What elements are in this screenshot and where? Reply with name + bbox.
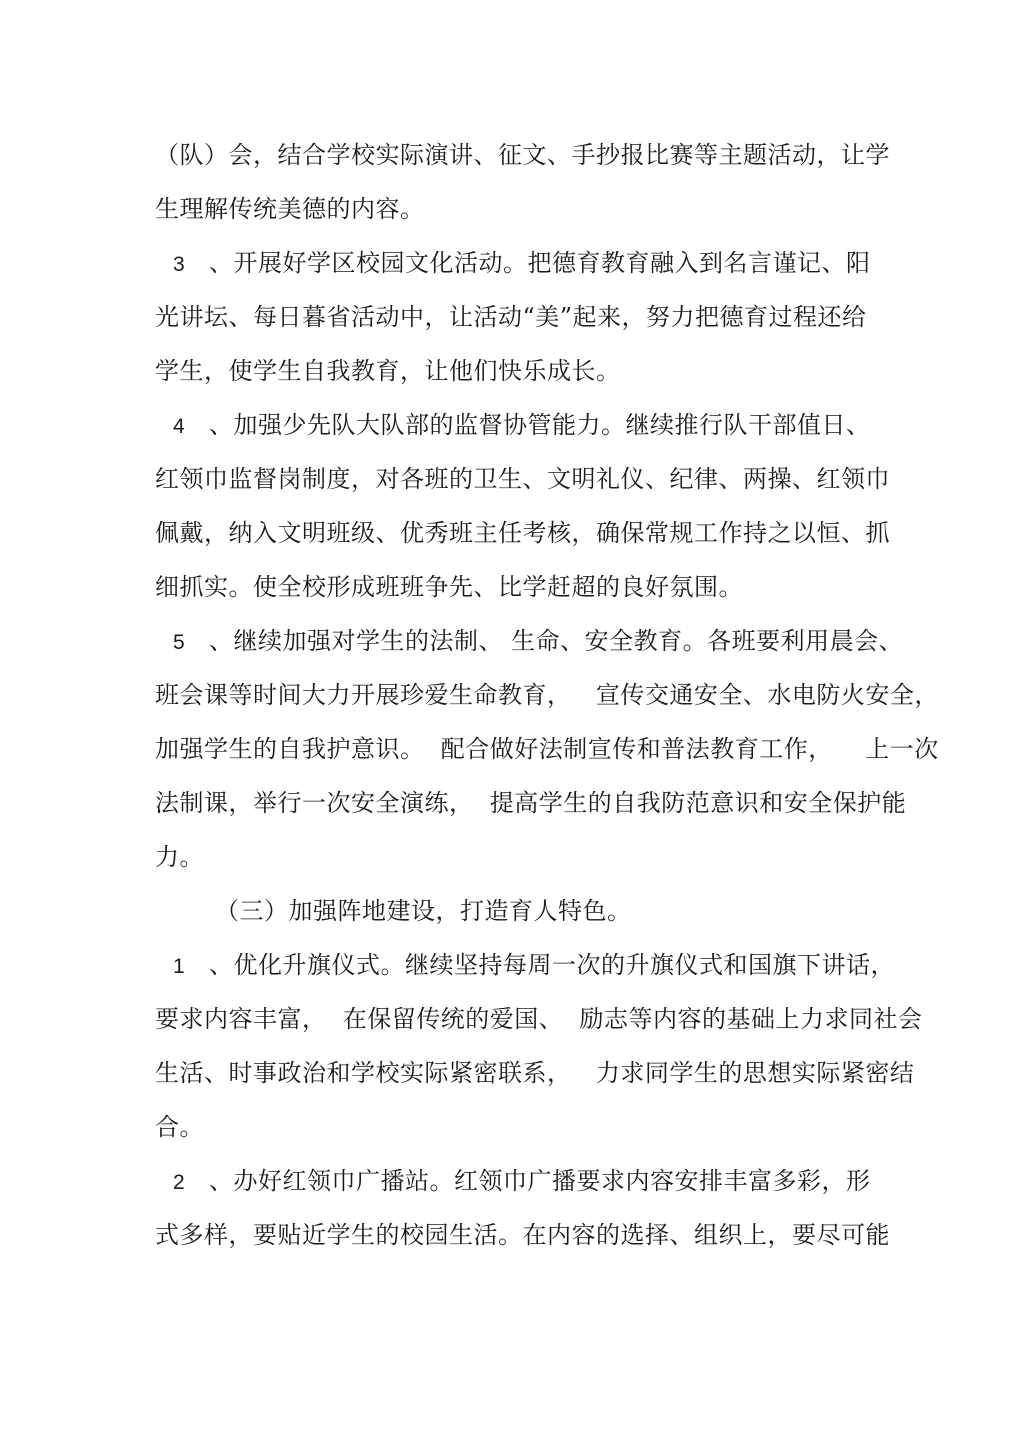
text-line: 式多样，要贴近学生的校园生活。在内容的选择、组织上，要尽可能 [155,1221,890,1249]
text-line: 细抓实。使全校形成班班争先、比学赶超的良好氛围。 [155,573,743,601]
text-line: 光讲坛、每日暮省活动中，让活动“美”起来，努力把德育过程还给 [155,303,867,331]
text-line: 、继续加强对学生的法制、 生命、安全教育。各班要利用晨会、 [209,627,904,655]
list-item-5 [155,626,903,658]
list-item-1 [155,950,895,982]
text-line: 班会课等时间大力开展珍爱生命教育， 宣传交通安全、水电防火安全， [155,681,939,709]
text-line: 学生，使学生自我教育，让他们快乐成长。 [155,357,621,385]
text-line: 要求内容丰富， 在保留传统的爱国、 励志等内容的基础上力求同社会 [155,1005,923,1033]
text-line: 合。 [155,1113,204,1141]
text-line: 、开展好学区校园文化活动。把德育教育融入到名言谨记、阳 [209,249,871,277]
section-heading: （三）加强阵地建设，打造育人特色。 [215,897,632,925]
item-number: 1 [173,955,186,978]
text-line: 、办好红领巾广播站。红领巾广播要求内容安排丰富多彩，形 [209,1167,871,1195]
text-line: 力。 [155,843,204,871]
text-line: 生活、时事政治和学校实际紧密联系， 力求同学生的思想实际紧密结 [155,1059,915,1087]
text-line: 生理解传统美德的内容。 [155,195,425,223]
text-line: 法制课，举行一次安全演练， 提高学生的自我防范意识和安全保护能 [155,789,907,817]
list-item-3 [155,248,871,280]
text-line: 佩戴，纳入文明班级、优秀班主任考核，确保常规工作持之以恒、抓 [155,519,890,547]
text-line: 加强学生的自我护意识。 配合做好法制宣传和普法教育工作， 上一次 [155,735,939,763]
list-item-4 [155,410,871,442]
text-line: （队）会，结合学校实际演讲、征文、手抄报比赛等主题活动，让学 [155,141,890,169]
list-item-2 [155,1166,871,1198]
item-number: 5 [173,631,186,654]
text-line: 红领巾监督岗制度，对各班的卫生、文明礼仪、纪律、两操、红领巾 [155,465,890,493]
item-number: 4 [173,415,186,438]
item-number: 3 [173,253,186,276]
text-line: 、优化升旗仪式。继续坚持每周一次的升旗仪式和国旗下讲话， [209,951,895,979]
item-number: 2 [173,1171,186,1194]
text-line: 、加强少先队大队部的监督协管能力。继续推行队干部值日、 [209,411,871,439]
